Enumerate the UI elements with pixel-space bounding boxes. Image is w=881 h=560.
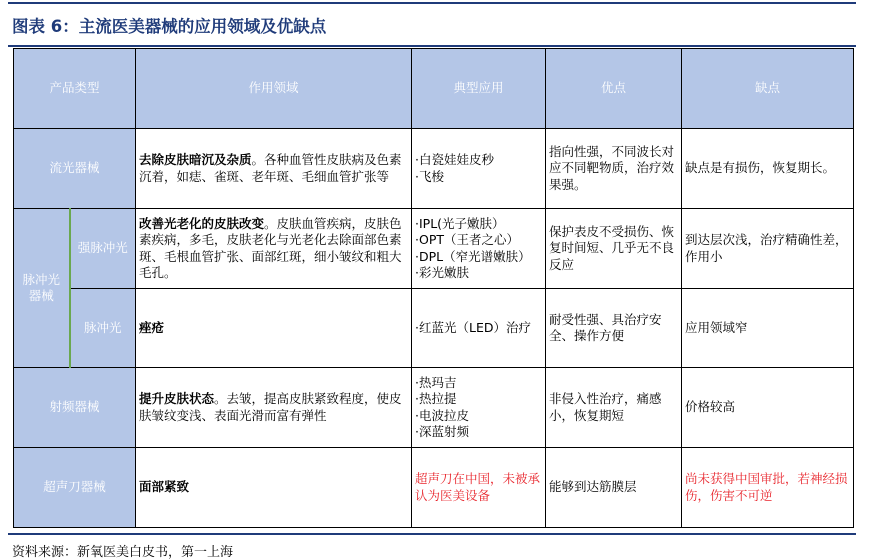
- table-row: [14, 368, 854, 448]
- category-cell: 超声刀器械: [14, 448, 136, 528]
- app-item: ·电波拉皮: [415, 407, 469, 423]
- app-item: ·DPL（窄光谱嫩肤）: [415, 248, 531, 264]
- cons-cell: 尚未获得中国审批，若神经损伤，伤害不可逆: [682, 448, 854, 528]
- app-item: ·红蓝光（LED）治疗: [415, 319, 531, 335]
- area-rest: 。皮肤血管疾病，皮肤色素疾病，多毛，皮肤老化与光老化去除面部色素斑、毛根血管扩张、面部红斑，细小皱纹和粗大毛孔。: [139, 215, 402, 280]
- header-area: 作用领域: [136, 49, 412, 129]
- header-apps: 典型应用: [412, 49, 546, 129]
- apps-cell: 超声刀在中国，未被承认为医美设备: [412, 448, 546, 528]
- app-item: ·飞梭: [415, 168, 444, 184]
- title-rule: [8, 45, 856, 47]
- apps-cell: [412, 129, 546, 209]
- cons-cell: 应用领域窄: [682, 289, 854, 368]
- pros-cell: 保护表皮不受损伤、恢复时间短、几乎无不良反应: [546, 209, 682, 289]
- area-cell: [136, 368, 412, 448]
- source-note: 资料来源：新氧医美白皮书，第一上海: [12, 545, 234, 560]
- area-rest: 。去皱，提高皮肤紧致程度，使皮肤皱纹变浅、表面光滑而富有弹性: [139, 391, 402, 423]
- cons-cell: 价格较高: [682, 368, 854, 448]
- app-item: ·白瓷娃娃皮秒: [415, 152, 494, 167]
- area-cell: [136, 129, 412, 209]
- header-product-type: 产品类型: [14, 49, 136, 129]
- figure-title: 图表 6：主流医美器械的应用领域及优缺点: [12, 17, 327, 36]
- footer-rule: [8, 533, 856, 535]
- area-rest: 。各种血管性皮肤病及色素沉着，如痣、雀斑、老年斑、毛细血管扩张等: [139, 152, 402, 184]
- top-rule: [8, 2, 856, 4]
- cons-cell: 缺点是有损伤，恢复期长。: [682, 129, 854, 209]
- table-row: [14, 448, 854, 528]
- table-row: [14, 289, 854, 368]
- area-bold: 提升皮肤状态: [139, 391, 215, 406]
- device-comparison-table: [13, 48, 854, 528]
- area-bold: 面部紧致: [139, 479, 190, 495]
- app-item: ·IPL(光子嫩肤）: [415, 215, 505, 231]
- area-bold: 去除皮肤暗沉及杂质: [139, 152, 252, 167]
- subcategory-cell: 强脉冲光: [70, 209, 136, 289]
- app-item: ·热玛吉: [415, 374, 457, 390]
- apps-cell: [412, 289, 546, 368]
- pros-cell: 指向性强，不同波长对应不同靶物质，治疗效果强。: [546, 129, 682, 209]
- app-item: ·深蓝射频: [415, 424, 469, 439]
- area-bold: 改善光老化的皮肤改变: [139, 215, 265, 231]
- cons-cell: 到达层次浅，治疗精确性差，作用小: [682, 209, 854, 289]
- app-item: ·OPT（王者之心）: [415, 232, 520, 247]
- pros-cell: 非侵入性治疗，痛感小，恢复期短: [546, 368, 682, 448]
- pros-cell: 耐受性强、具治疗安全、操作方便: [546, 289, 682, 368]
- area-cell: [136, 289, 412, 368]
- table-row: [14, 209, 854, 289]
- apps-cell: [412, 368, 546, 448]
- apps-cell: [412, 209, 546, 289]
- table-header-row: [14, 49, 854, 129]
- category-cell: 流光器械: [14, 129, 136, 209]
- category-cell: 射频器械: [14, 368, 136, 448]
- header-cons: 缺点: [682, 49, 854, 129]
- app-item: ·热拉提: [415, 391, 457, 406]
- subcategory-cell: 脉冲光: [70, 289, 136, 368]
- header-pros: 优点: [546, 49, 682, 129]
- table-row: [14, 129, 854, 209]
- area-cell: [136, 448, 412, 528]
- group-category-cell: 脉冲光器械: [14, 209, 70, 368]
- area-cell: [136, 209, 412, 289]
- app-item: ·彩光嫩肤: [415, 265, 469, 280]
- pros-cell: 能够到达筋膜层: [546, 448, 682, 528]
- area-bold: 痤疮: [139, 319, 165, 335]
